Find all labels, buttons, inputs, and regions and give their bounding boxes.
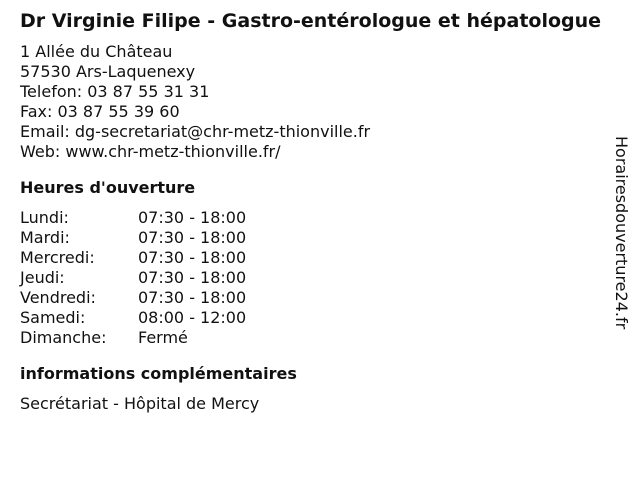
hours-day: Jeudi:	[20, 268, 65, 287]
hours-time: Fermé	[138, 328, 188, 347]
hours-row	[20, 228, 246, 248]
hours-time: 07:30 - 18:00	[138, 288, 247, 307]
hours-day: Lundi:	[20, 208, 69, 227]
hours-time: 07:30 - 18:00	[138, 248, 247, 267]
hours-day: Vendredi:	[20, 288, 96, 307]
hours-day: Mercredi:	[20, 248, 95, 267]
contact-block	[20, 42, 620, 162]
listing	[20, 10, 620, 414]
hours-row	[20, 208, 246, 228]
info-text: Secrétariat - Hôpital de Mercy	[20, 394, 260, 413]
hours-day: Dimanche:	[20, 328, 107, 347]
hours-table	[20, 208, 246, 348]
hours-row	[20, 288, 246, 308]
hours-row	[20, 328, 246, 348]
hours-day: Samedi:	[20, 308, 86, 327]
city-address: 57530 Ars-Laquenexy	[20, 62, 196, 81]
hours-time: 07:30 - 18:00	[138, 268, 247, 287]
page-title: Dr Virginie Filipe - Gastro-entérologue et hépatologue	[20, 10, 602, 32]
hours-row	[20, 308, 246, 328]
hours-row	[20, 248, 246, 268]
street-address: 1 Allée du Château	[20, 42, 173, 61]
hours-time: 07:30 - 18:00	[138, 208, 247, 227]
web-line: Web: www.chr-metz-thionville.fr/	[20, 142, 281, 161]
hours-time: 07:30 - 18:00	[138, 228, 247, 247]
hours-heading: Heures d'ouverture	[20, 178, 196, 197]
site-watermark: Horairesdouverture24.fr	[612, 136, 631, 330]
phone-line: Telefon: 03 87 55 31 31	[20, 82, 210, 101]
info-heading: informations complémentaires	[20, 364, 297, 383]
hours-time: 08:00 - 12:00	[138, 308, 247, 327]
hours-row	[20, 268, 246, 288]
fax-line: Fax: 03 87 55 39 60	[20, 102, 180, 121]
hours-day: Mardi:	[20, 228, 70, 247]
email-line: Email: dg-secretariat@chr-metz-thionville.fr	[20, 122, 371, 141]
